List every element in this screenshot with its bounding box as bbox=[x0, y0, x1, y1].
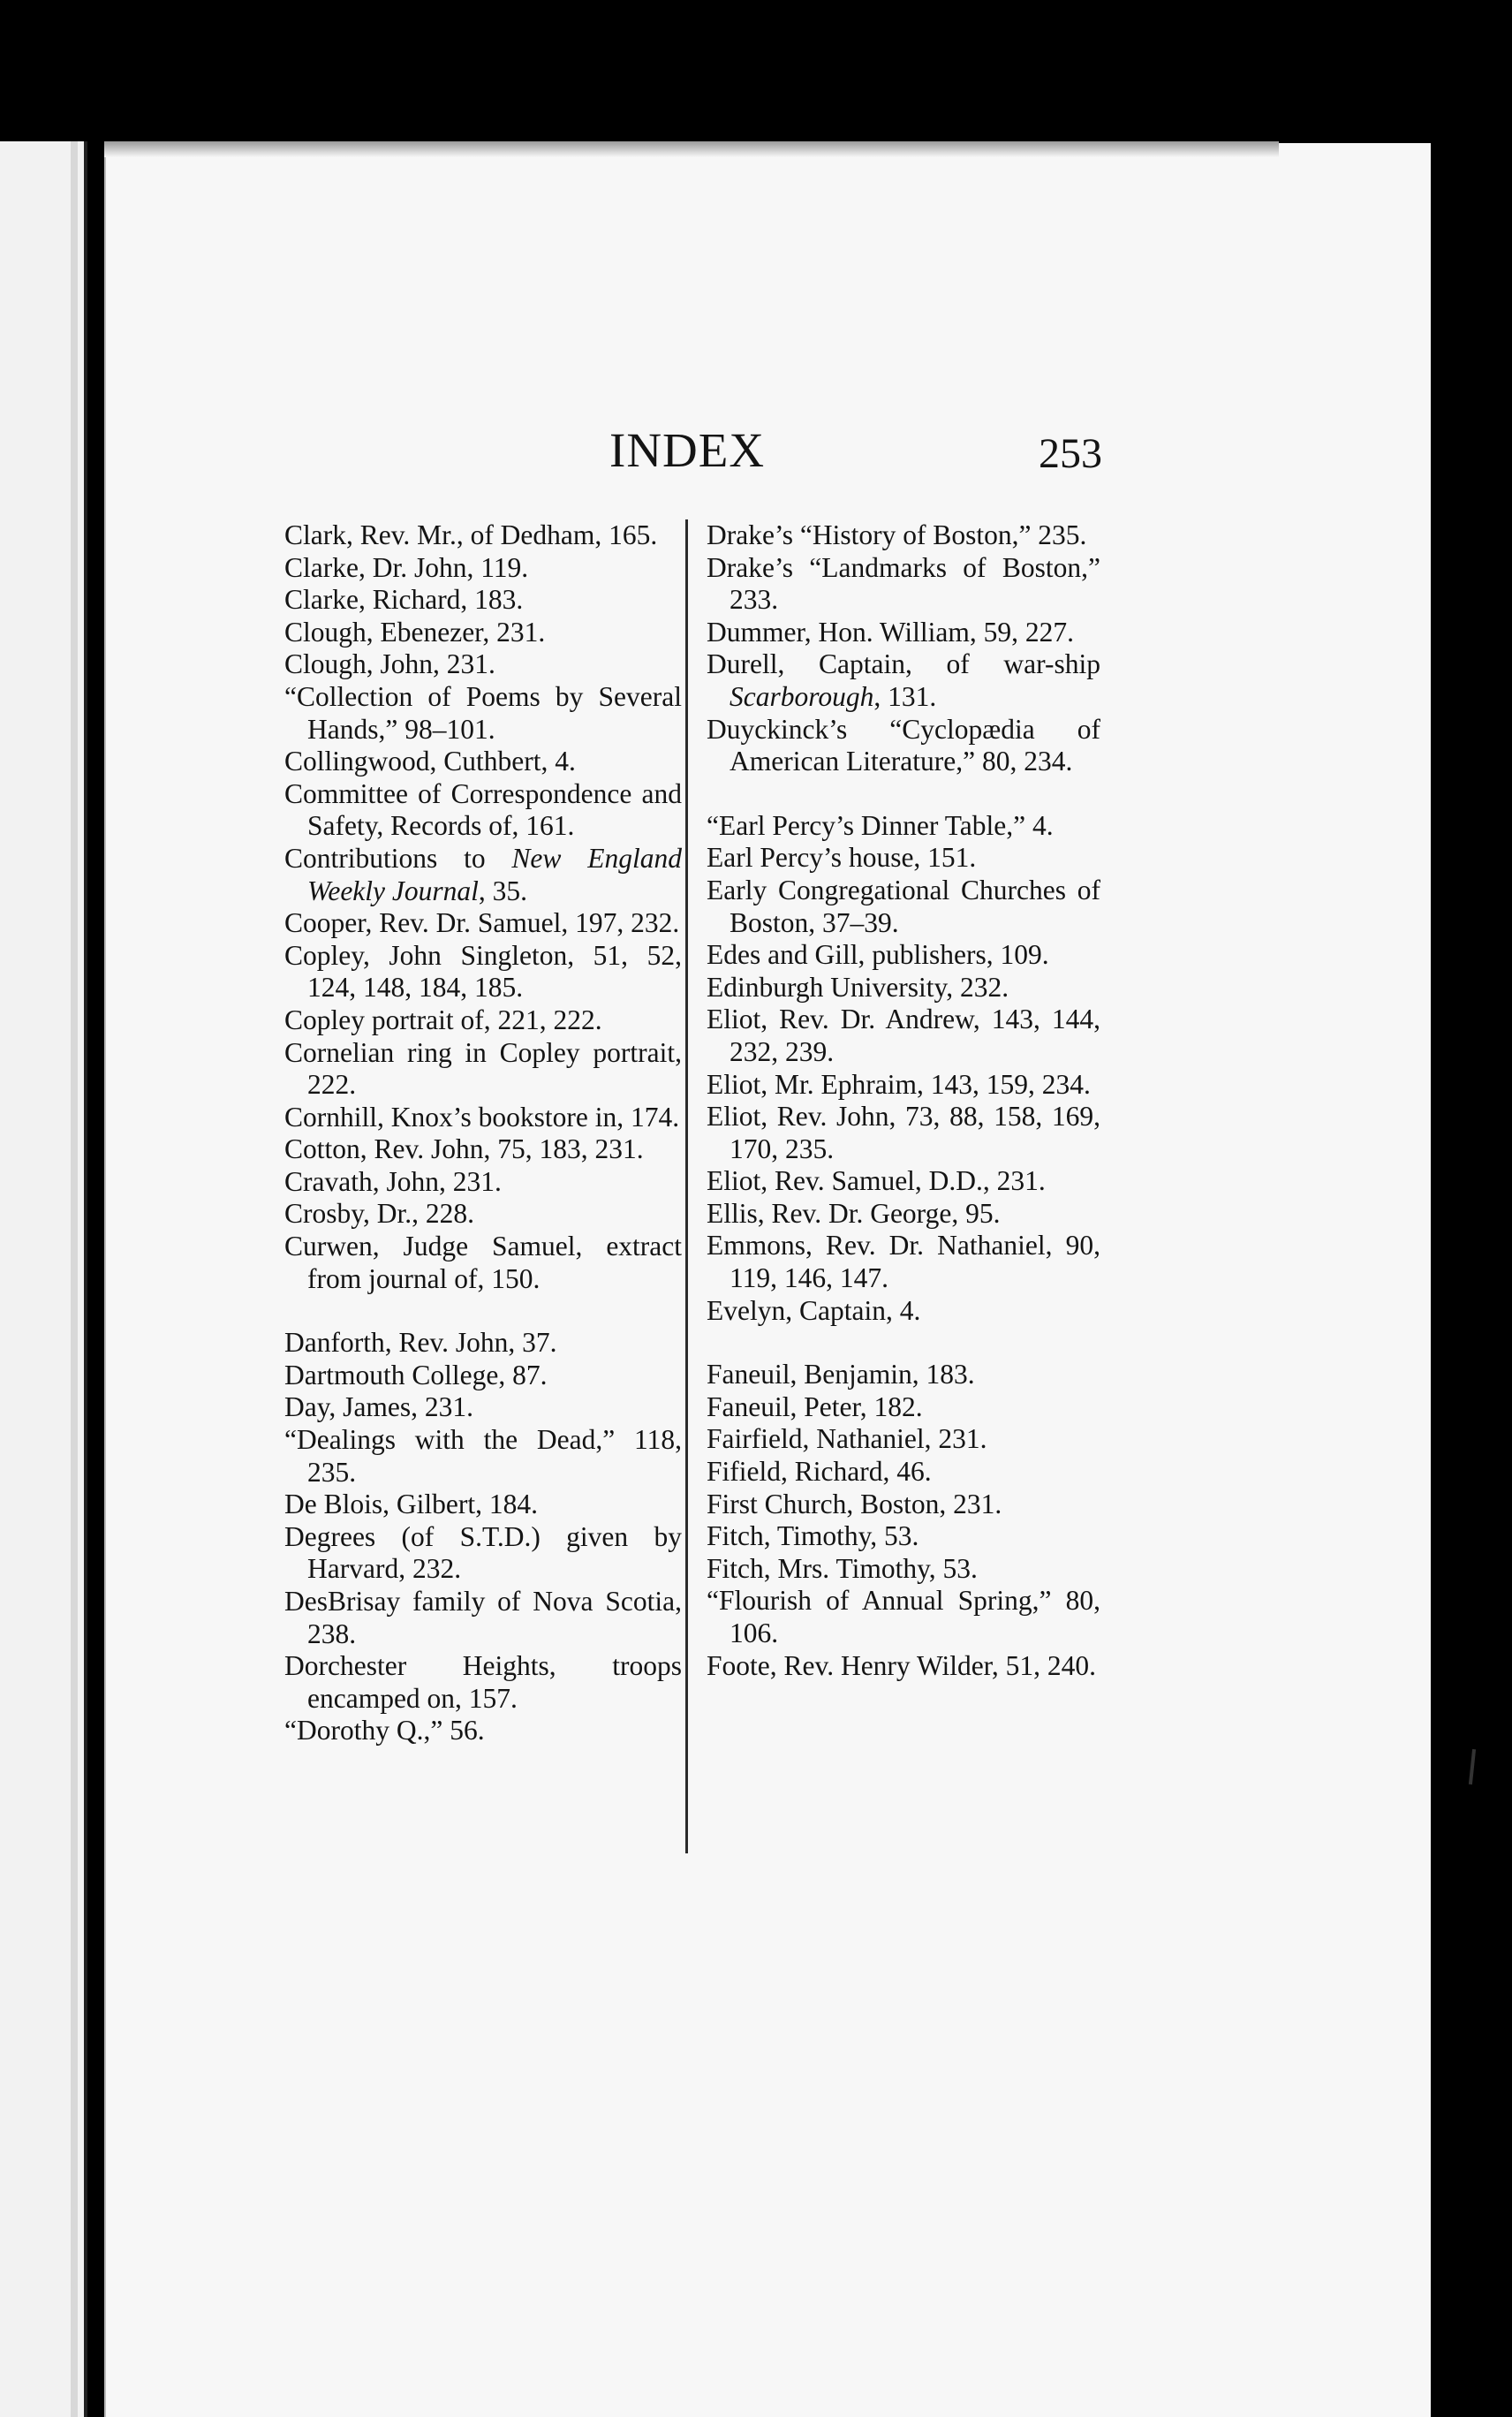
index-entry: Edes and Gill, publishers, 109. bbox=[707, 939, 1049, 971]
index-entry: Collingwood, Cuthbert, 4. bbox=[284, 746, 576, 777]
index-entry: Dorchester Heights, troops encamped on, 157. bbox=[284, 1650, 682, 1714]
index-entry: Committee of Correspondence and Safety, Records of, 161. bbox=[284, 777, 682, 842]
index-entry: Clarke, Dr. John, 119. bbox=[284, 551, 529, 583]
index-entry: Ellis, Rev. Dr. George, 95. bbox=[707, 1197, 1001, 1229]
index-entry: Copley portrait of, 221, 222. bbox=[284, 1004, 602, 1035]
page-title: INDEX bbox=[609, 423, 766, 477]
index-entry: “Dorothy Q.,” 56. bbox=[284, 1715, 485, 1746]
index-entry-text: , 131. bbox=[873, 680, 937, 712]
index-entry: Early Congregational Churches of Boston, 37–39. bbox=[707, 874, 1100, 938]
index-entry: Cornelian ring in Copley portrait, 222. bbox=[284, 1036, 682, 1101]
index-entry: De Blois, Gilbert, 184. bbox=[284, 1489, 538, 1520]
page-number: 253 bbox=[1039, 430, 1102, 477]
index-entry: Eliot, Rev. Dr. Andrew, 143, 144, 232, 239. bbox=[707, 1004, 1100, 1067]
index-entry: Cooper, Rev. Dr. Samuel, 197, 232. bbox=[284, 907, 680, 939]
index-entry: Fairfield, Nathaniel, 231. bbox=[707, 1423, 987, 1455]
index-entry: Clark, Rev. Mr., of Dedham, 165. bbox=[284, 519, 658, 550]
index-entry: DesBrisay family of Nova Scotia, 238. bbox=[284, 1586, 682, 1649]
index-entry: Cornhill, Knox’s bookstore in, 174. bbox=[284, 1101, 680, 1133]
index-entry: Cotton, Rev. John, 75, 183, 231. bbox=[284, 1133, 644, 1165]
index-entry: Fifield, Richard, 46. bbox=[707, 1456, 932, 1488]
index-entry: Emmons, Rev. Dr. Nathaniel, 90, 119, 146, 147. bbox=[707, 1230, 1100, 1294]
index-entry: Faneuil, Benjamin, 183. bbox=[707, 1359, 975, 1390]
index-entry: Day, James, 231. bbox=[284, 1391, 474, 1423]
index-entry: Danforth, Rev. John, 37. bbox=[284, 1327, 557, 1359]
index-entry-text: Durell, Captain, of war-ship bbox=[707, 648, 1100, 680]
index-entry: Earl Percy’s house, 151. bbox=[707, 842, 977, 874]
index-entry: Eliot, Mr. Ephraim, 143, 159, 234. bbox=[707, 1068, 1091, 1100]
index-entry: Eliot, Rev. John, 73, 88, 158, 169, 170, 235. bbox=[707, 1101, 1100, 1164]
index-entry-text: , 35. bbox=[478, 875, 528, 906]
index-entry: Dummer, Hon. William, 59, 227. bbox=[707, 616, 1074, 648]
index-entry: Eliot, Rev. Samuel, D.D., 231. bbox=[707, 1165, 1046, 1197]
index-entry: Faneuil, Peter, 182. bbox=[707, 1390, 923, 1422]
index-entry: Copley, John Singleton, 51, 52, 124, 148, 184, 185. bbox=[284, 939, 682, 1004]
index-entry: Fitch, Timothy, 53. bbox=[707, 1520, 919, 1552]
index-column-left bbox=[284, 519, 682, 1747]
index-entry: Drake’s “Landmarks of Boston,” 233. bbox=[707, 551, 1100, 616]
index-entry: “Flourish of Annual Spring,” 80, 106. bbox=[707, 1585, 1100, 1648]
index-entry: “Earl Percy’s Dinner Table,” 4. bbox=[707, 809, 1054, 841]
previous-page-margin bbox=[71, 141, 78, 2417]
index-entry bbox=[707, 648, 1100, 713]
column-divider bbox=[685, 519, 688, 1853]
index-entry: Crosby, Dr., 228. bbox=[284, 1198, 474, 1230]
index-entry: First Church, Boston, 231. bbox=[707, 1488, 1002, 1519]
index-entry: Clough, John, 231. bbox=[284, 648, 495, 680]
index-entry: Foote, Rev. Henry Wilder, 51, 240. bbox=[707, 1649, 1097, 1681]
index-entry: “Dealings with the Dead,” 118, 235. bbox=[284, 1424, 682, 1488]
index-entry: Edinburgh University, 232. bbox=[707, 971, 1009, 1003]
index-entry: Clarke, Richard, 183. bbox=[284, 584, 524, 616]
index-entry: Clough, Ebenezer, 231. bbox=[284, 616, 546, 648]
index-entry-text: Contributions to bbox=[284, 842, 512, 874]
index-entry bbox=[284, 843, 682, 907]
index-entry: Evelyn, Captain, 4. bbox=[707, 1294, 921, 1326]
index-entry: Curwen, Judge Samuel, extract from journal of, 150. bbox=[284, 1231, 682, 1294]
index-column-right bbox=[707, 519, 1100, 1682]
index-entry: Cravath, John, 231. bbox=[284, 1165, 502, 1197]
index-entry-italic: Scarborough bbox=[730, 680, 874, 712]
index-entry: Fitch, Mrs. Timothy, 53. bbox=[707, 1552, 978, 1584]
index-entry: “Collection of Poems by Several Hands,” 98–101. bbox=[284, 680, 682, 745]
scan-mark bbox=[1469, 1749, 1476, 1784]
index-entry-italic: New England Weekly Journal bbox=[307, 842, 682, 906]
index-entry: Dartmouth College, 87. bbox=[284, 1359, 548, 1390]
index-entry: Drake’s “History of Boston,” 235. bbox=[707, 519, 1087, 550]
page-top-shadow bbox=[104, 141, 1279, 157]
index-entry: Duyckinck’s “Cyclopædia of American Literature,” 80, 234. bbox=[707, 713, 1100, 777]
index-entry: Degrees (of S.T.D.) given by Harvard, 232. bbox=[284, 1520, 682, 1585]
